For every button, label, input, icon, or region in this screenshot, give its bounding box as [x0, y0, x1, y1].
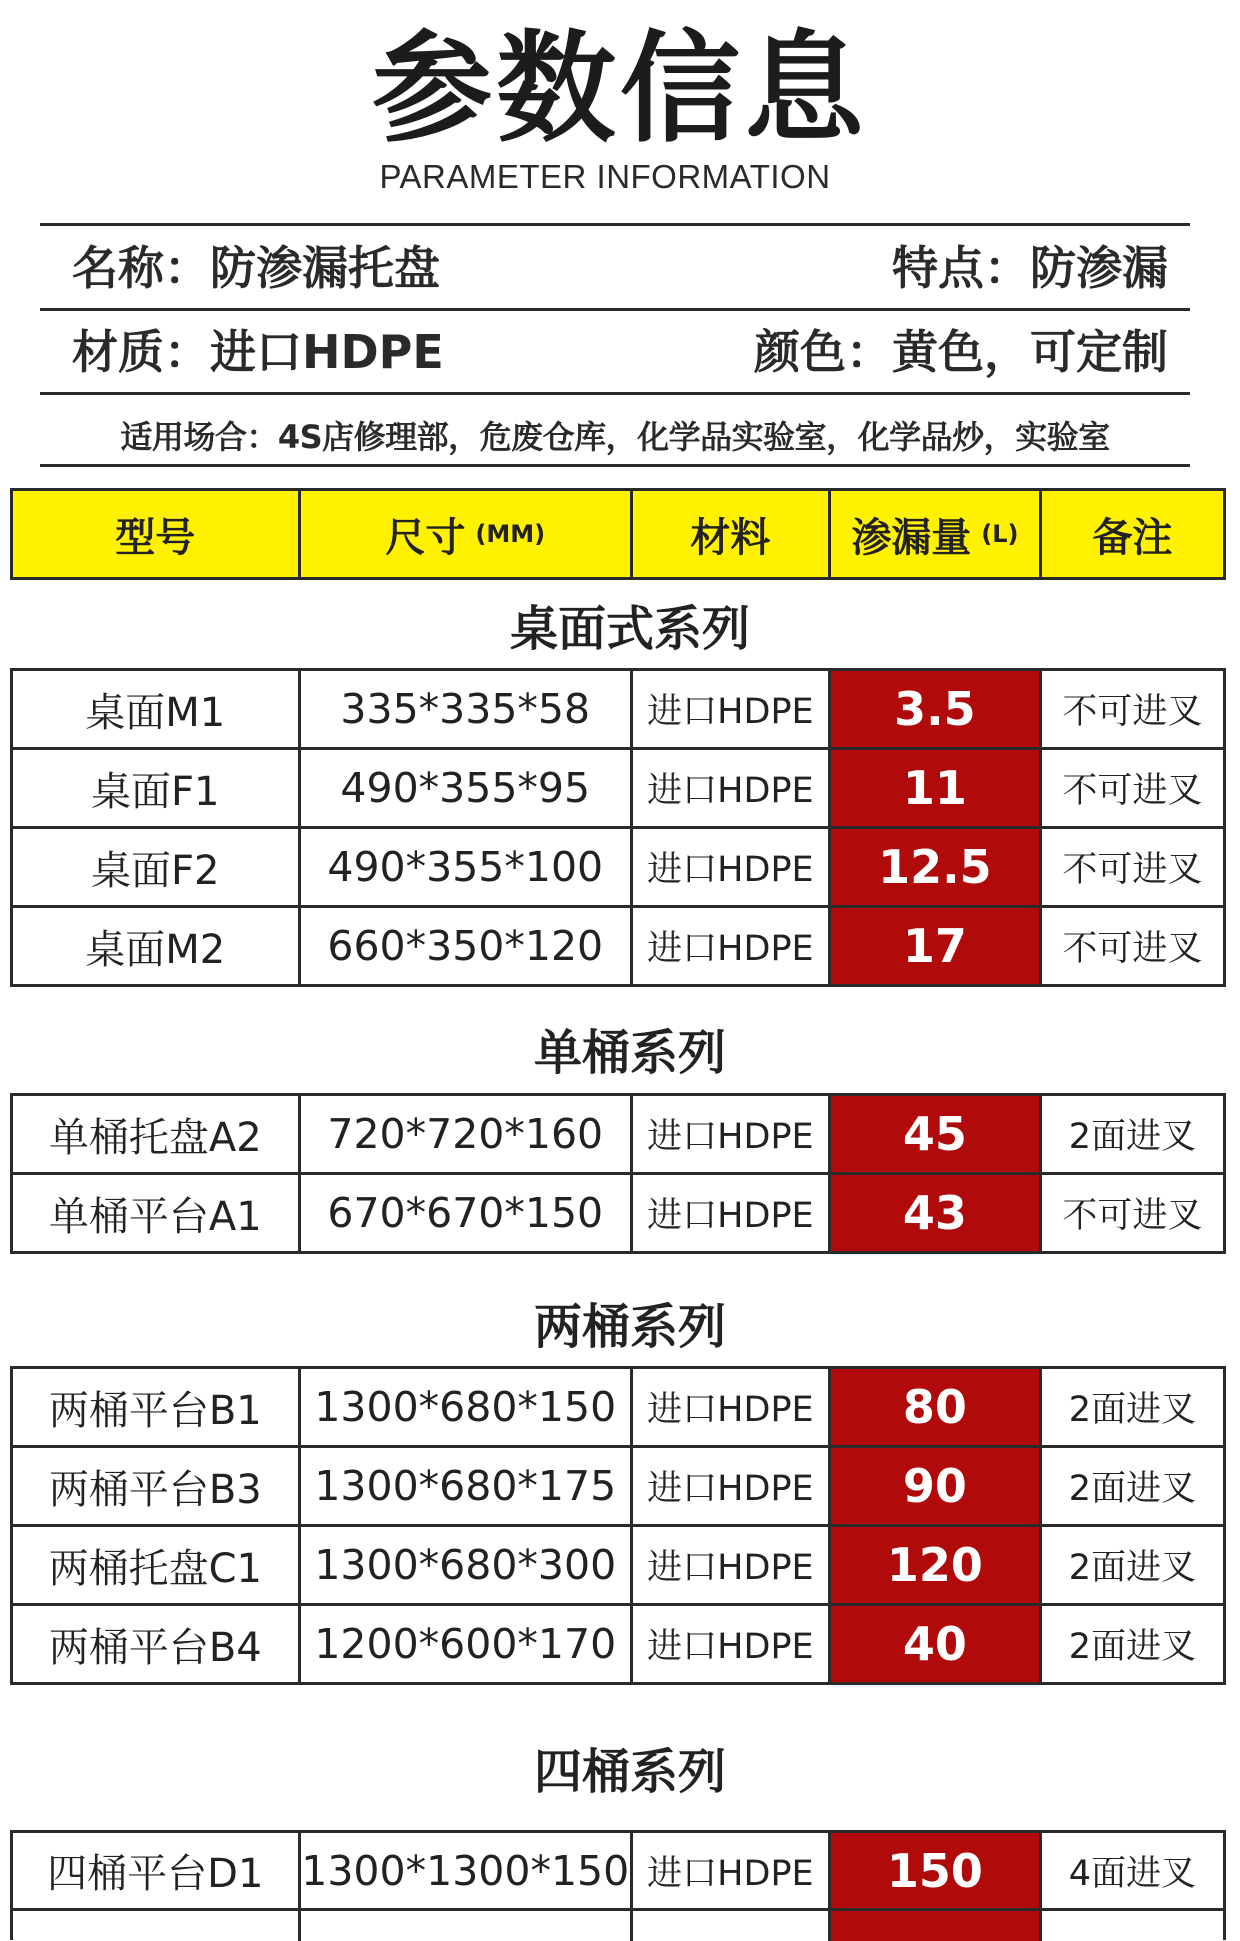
- col-header-model: 型号: [13, 491, 301, 577]
- table-row: [13, 1096, 1223, 1175]
- table-row-partial: [13, 1911, 1223, 1941]
- cell-model: 两桶托盘C1: [13, 1527, 301, 1603]
- cell-note: 4面进叉: [1068, 1853, 1197, 1894]
- cell-volume: 17: [831, 908, 1042, 984]
- cell-model: 两桶平台B1: [13, 1369, 301, 1445]
- table-row: [13, 1369, 1223, 1448]
- cell-empty: [1042, 1911, 1223, 1941]
- cell-size: 335*335*58: [301, 671, 633, 747]
- cell-size: 490*355*95: [301, 750, 633, 826]
- spec-table: [10, 1093, 1226, 1254]
- cell-note: 不可进叉: [1062, 929, 1203, 969]
- table-row: [13, 1448, 1223, 1527]
- cell-model: 桌面F2: [13, 829, 301, 905]
- table-row: [13, 1606, 1223, 1682]
- cell-note: 2面进叉: [1068, 1390, 1197, 1430]
- product-color: 颜色：黄色，可定制: [754, 325, 1168, 379]
- col-header-material: 材料: [633, 491, 831, 577]
- section-title: 两桶系列: [533, 1299, 726, 1355]
- cell-note: 2面进叉: [1068, 1627, 1197, 1667]
- cell-material: 进口HDPE: [633, 829, 831, 905]
- col-header-volume: 渗漏量 (L): [831, 491, 1042, 577]
- col-header-note: 备注: [1092, 514, 1173, 561]
- table-row: [13, 750, 1223, 829]
- divider: [40, 308, 1190, 311]
- page-title: 参数信息: [372, 20, 868, 159]
- cell-model: 两桶平台B3: [13, 1448, 301, 1524]
- info-row-material: [40, 312, 1190, 392]
- usage-scenarios: 适用场合：4S店修理部，危废仓库，化学品实验室，化学品炒，实验室: [120, 418, 1110, 456]
- cell-size: 1300*680*300: [301, 1527, 633, 1603]
- cell-size: 720*720*160: [301, 1096, 633, 1172]
- spec-table: [10, 668, 1226, 987]
- cell-volume: 40: [831, 1606, 1042, 1682]
- cell-note: 2面进叉: [1068, 1117, 1197, 1157]
- cell-volume: 120: [831, 1527, 1042, 1603]
- table-header: [10, 488, 1226, 580]
- cell-material: 进口HDPE: [633, 1369, 831, 1445]
- cell-material: 进口HDPE: [633, 1606, 831, 1682]
- cell-empty: [13, 1911, 301, 1941]
- section-title: 四桶系列: [533, 1744, 726, 1800]
- cell-size: 670*670*150: [301, 1175, 633, 1251]
- section-title: 桌面式系列: [509, 601, 750, 657]
- product-feature: 特点：防渗漏: [892, 241, 1168, 295]
- cell-material: 进口HDPE: [633, 1833, 831, 1908]
- cell-note: 不可进叉: [1062, 692, 1203, 732]
- divider: [40, 223, 1190, 226]
- divider: [40, 392, 1190, 395]
- cell-material: 进口HDPE: [633, 750, 831, 826]
- cell-model: 单桶平台A1: [13, 1175, 301, 1251]
- table-row: [13, 1833, 1223, 1911]
- cell-volume: 150: [831, 1833, 1042, 1908]
- spec-table: [10, 1830, 1226, 1940]
- table-row: [13, 1527, 1223, 1606]
- cell-model: 两桶平台B4: [13, 1606, 301, 1682]
- table-row: [13, 829, 1223, 908]
- cell-empty: [831, 1911, 1042, 1941]
- cell-model: 桌面M1: [13, 671, 301, 747]
- section-title: 单桶系列: [533, 1025, 726, 1081]
- cell-material: 进口HDPE: [633, 1448, 831, 1524]
- page-subtitle: PARAMETER INFORMATION: [379, 158, 831, 195]
- cell-model: 四桶平台D1: [13, 1833, 301, 1908]
- cell-size: 1200*600*170: [301, 1606, 633, 1682]
- cell-size: 660*350*120: [301, 908, 633, 984]
- product-name: 名称：防渗漏托盘: [72, 241, 440, 295]
- cell-volume: 45: [831, 1096, 1042, 1172]
- info-row-name: [40, 228, 1190, 308]
- cell-size: 1300*680*175: [301, 1448, 633, 1524]
- cell-empty: [633, 1911, 831, 1941]
- cell-material: 进口HDPE: [633, 671, 831, 747]
- cell-volume: 90: [831, 1448, 1042, 1524]
- cell-volume: 12.5: [831, 829, 1042, 905]
- cell-size: 1300*680*150: [301, 1369, 633, 1445]
- cell-volume: 43: [831, 1175, 1042, 1251]
- spec-table: [10, 1366, 1226, 1685]
- divider: [40, 464, 1190, 467]
- cell-note: 2面进叉: [1068, 1548, 1197, 1588]
- cell-material: 进口HDPE: [633, 1096, 831, 1172]
- cell-model: 桌面M2: [13, 908, 301, 984]
- cell-volume: 3.5: [831, 671, 1042, 747]
- cell-model: 单桶托盘A2: [13, 1096, 301, 1172]
- cell-note: 2面进叉: [1068, 1469, 1197, 1509]
- cell-volume: 80: [831, 1369, 1042, 1445]
- cell-volume: 11: [831, 750, 1042, 826]
- cell-material: 进口HDPE: [633, 1175, 831, 1251]
- cell-material: 进口HDPE: [633, 1527, 831, 1603]
- cell-model: 桌面F1: [13, 750, 301, 826]
- cell-material: 进口HDPE: [633, 908, 831, 984]
- table-row: [13, 671, 1223, 750]
- cell-size: 1300*1300*150: [301, 1833, 633, 1908]
- table-row: [13, 908, 1223, 984]
- table-row: [13, 1175, 1223, 1251]
- cell-empty: [301, 1911, 633, 1941]
- cell-size: 490*355*100: [301, 829, 633, 905]
- product-material: 材质：进口HDPE: [72, 325, 444, 379]
- cell-note: 不可进叉: [1062, 771, 1203, 811]
- cell-note: 不可进叉: [1062, 1196, 1203, 1236]
- col-header-size: 尺寸 (MM): [301, 491, 633, 577]
- cell-note: 不可进叉: [1062, 850, 1203, 890]
